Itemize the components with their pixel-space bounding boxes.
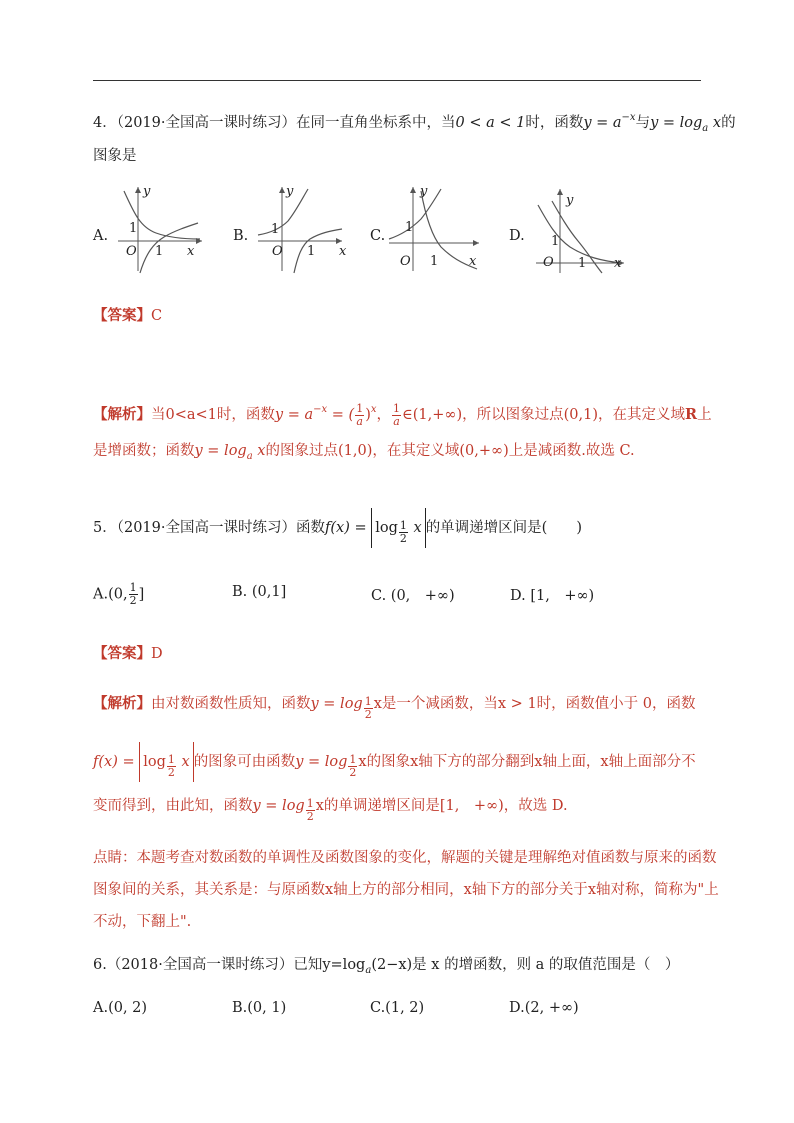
q5-note-line2: 图象间的关系，其关系是：与原函数x轴上方的部分相同，x轴下方的部分关于x轴对称，简称为"上 [93,882,719,898]
q5-option-a: A.(0, $\frac{1}{2}$ ] [93,581,145,607]
q6-option-a: A.(0, 2) [93,1000,148,1016]
q4-stem: 4．（2019·全国高一课时练习）在同一直角坐标系中，当0 < a < 1时，函数$y = a^{-x}$与$y = \log_a x$的 [93,112,736,134]
q6-option-b: B.(0, 1) [232,1000,287,1016]
q4-graph-d-1: 1 [551,234,560,249]
q4-option-b: B. [233,228,249,244]
q6-option-c: C.(1, 2) [370,1000,425,1016]
q4-stem-line2: 图象是 [93,148,137,164]
q4-graph-b-o: O [272,244,283,259]
q4-graph-a [110,183,210,275]
q4-graph-a-x: x [187,244,195,259]
q4-option-c: C. [370,228,386,244]
q5-answer: 【答案】D [93,645,163,662]
q4-option-a: A. [93,228,109,244]
q4-graph-d-x: x [614,256,622,271]
q6-option-d: D.(2, +∞) [509,1000,579,1016]
q5-analysis-line1: 【解析】由对数函数性质知，函数y = log $\frac{1}{2}$ x是一个减函数，当x > 1时，函数值小于 0，函数 [93,695,696,721]
q4-graph-d-x1: 1 [578,256,587,271]
q5-analysis-line2: f(x) = log $\frac{1}{2}$ x 的图象可由函数y = log $\frac{1}{2}$ x的图象x轴下方的部分翻到x轴上面，x轴上面部分不 [93,742,696,782]
header-rule [93,80,701,81]
q4-graph-b-x1: 1 [307,244,316,259]
q4-graph-a-1: 1 [129,221,138,236]
q4-graph-c-y: y [420,184,428,199]
q4-graph-c-1: 1 [405,220,414,235]
q6-stem: 6.（2018·全国高一课时练习）已知$y=\log_a(2-x)$是 x 的增函数，则 a 的取值范围是（ ） [93,957,680,976]
q4-graph-c-x: x [469,254,477,269]
q4-analysis-line1: 【解析】当0<a<1时，函数$y = a^{-x}$ = ( $\frac{1}{a}$ )$^x$， $\frac{1}{a}$ ∈(1,+∞)，所以图象过点(0,1)，在其定义域R上 [93,401,712,428]
q4-graph-a-o: O [126,244,137,259]
q5-option-b: B. (0,1] [232,584,287,600]
q5-stem: 5．（2019·全国高一课时练习）函数f(x) = log $\frac{1}{2}$ x 的单调递增区间是( ) [93,508,582,548]
q4-graph-d-y: y [566,193,574,208]
q4-graph-c-x1: 1 [430,254,439,269]
q4-option-d: D. [509,228,525,244]
q5-note-line1: 点睛：本题考查对数函数的单调性及函数图象的变化，解题的关键是理解绝对值函数与原来的函数 [93,850,717,866]
q4-graph-a-x1: 1 [155,244,164,259]
q4-graph-a-y: y [143,184,151,199]
q4-graph-b [250,183,350,275]
q5-note-line3: 不动，下翻上". [93,914,192,930]
q4-graph-b-1: 1 [271,222,280,237]
q5-option-d: D. [1, +∞) [510,588,595,604]
q4-graph-d-o: O [543,255,554,270]
q4-graph-c-o: O [400,254,411,269]
q5-option-c: C. (0, +∞) [371,588,455,604]
q5-analysis-line3: 变而得到，由此知，函数y = log $\frac{1}{2}$ x的单调递增区间是[1, +∞)，故选 D. [93,797,568,823]
q4-answer: 【答案】C [93,307,163,324]
q4-analysis-line2: 是增函数；函数$y = \log_a x$的图象过点(1,0)，在其定义域(0,+∞)上是减函数.故选 C. [93,443,635,462]
q4-graph-b-x: x [339,244,347,259]
q4-graph-b-y: y [286,184,294,199]
